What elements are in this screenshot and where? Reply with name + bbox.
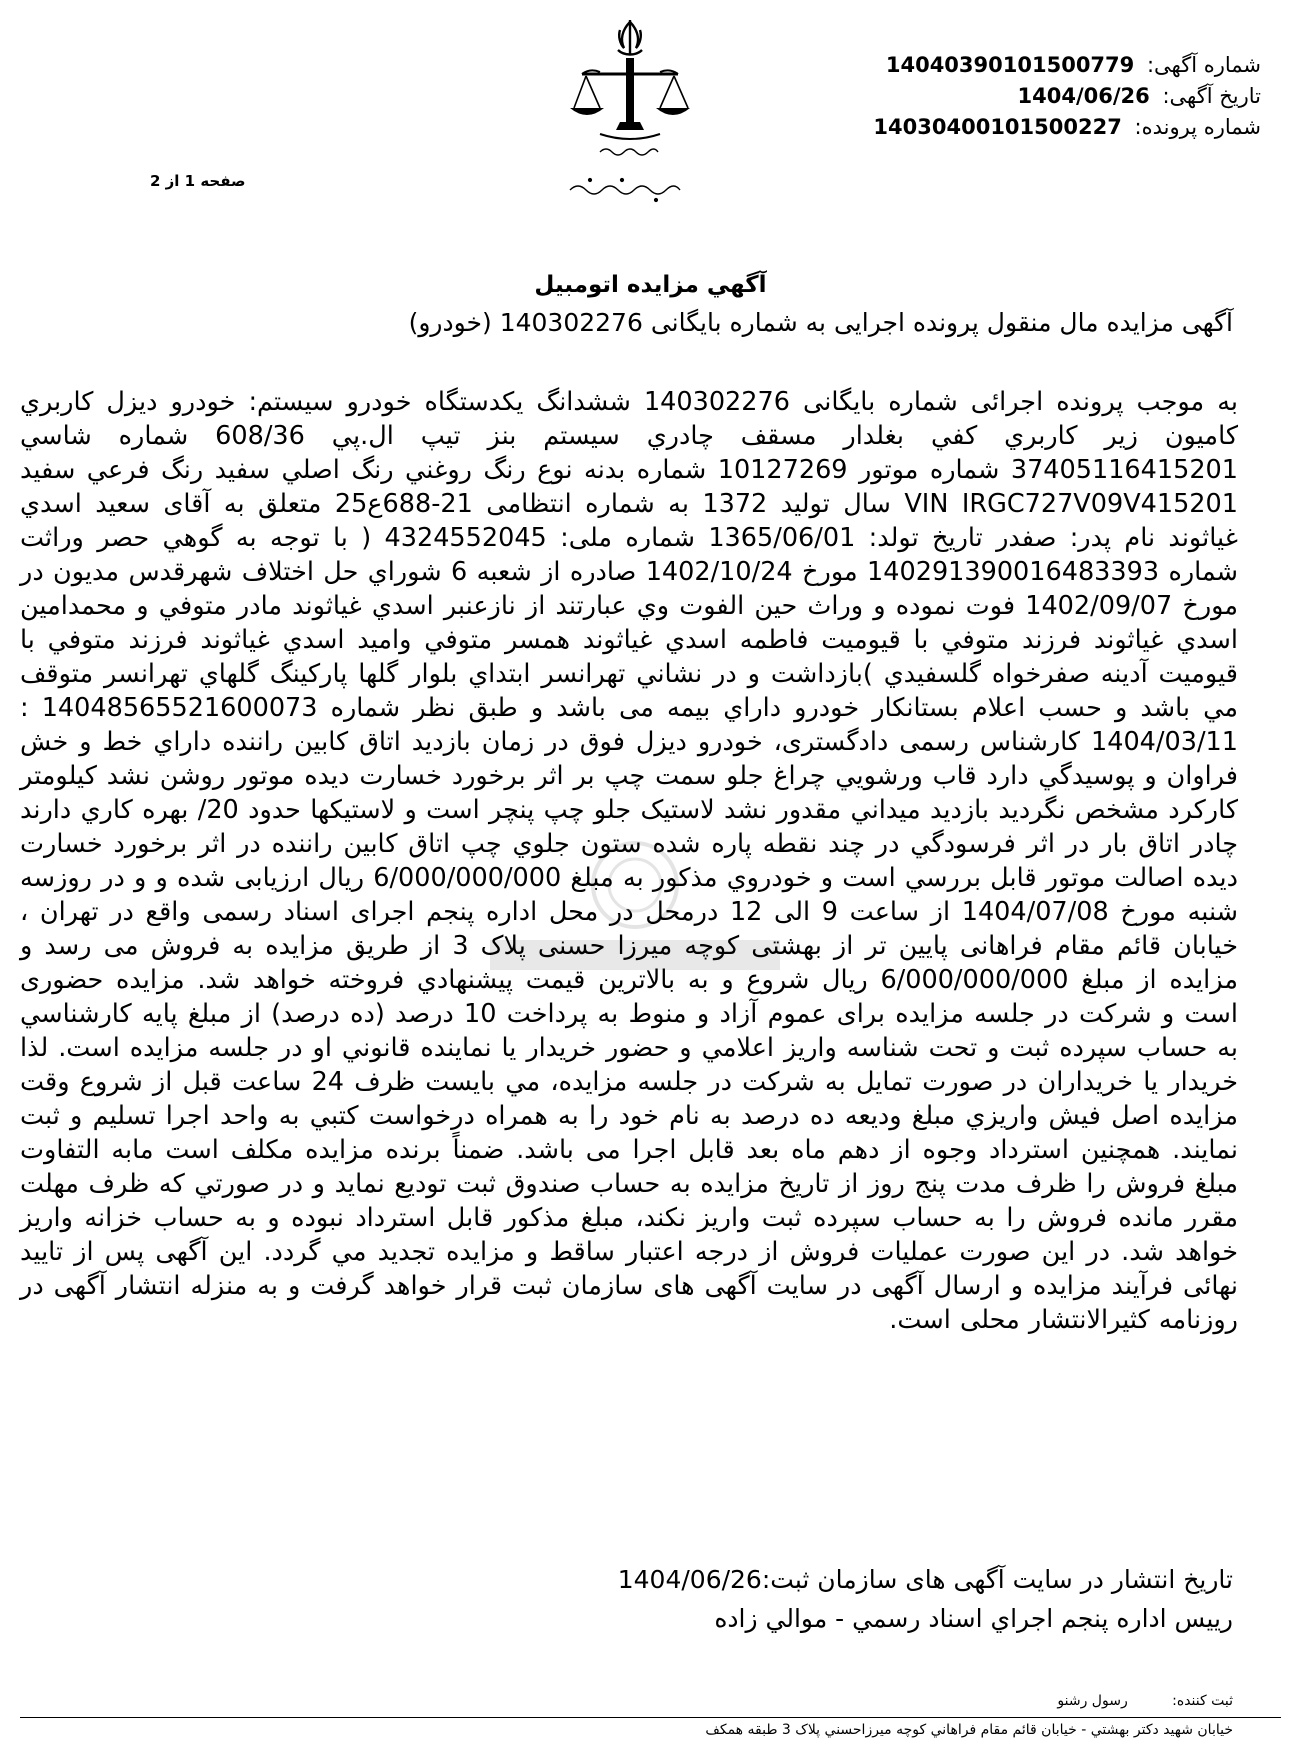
publication-date-line: تاريخ انتشار در سايت آگهی های سازمان ثبت:1404/06/26 (617, 1565, 1233, 1594)
ad-number-label: شماره آگهی: (1146, 53, 1261, 77)
ad-date-label: تاریخ آگهی: (1162, 84, 1261, 108)
document-subtitle: آگهی مزایده مال منقول پرونده اجرایی به شماره بایگانی 140302276 (خودرو) (408, 308, 1233, 337)
ad-number-value: 14040390101500779 (885, 53, 1135, 77)
ad-date-value: 1404/06/26 (1017, 84, 1150, 108)
ad-date-row (741, 81, 1261, 112)
case-number-label: شماره پرونده: (1134, 115, 1261, 139)
body-paragraph: به موجب پرونده اجرائی شماره بایگانی 140302276 ششدانگ یکدستگاه خودرو سیستم: خودرو دیزل کاربري کاميون زير کاربري کفي بغلدار مسقف چادري سيستم بنز تيپ ال.پي 608/36 شماره شاسي 37405116415201 شماره موتور 10127269 شماره بدنه نوع رنگ روغني رنگ اصلي سفيد رنگ فرعي سفيد VIN IRGC727V09V415201 سال توليد 1372 به شماره انتظامی 21-688ع25 متعلق به آقای سعيد اسدي غياثوند نام پدر: صفدر تاریخ تولد: 1365/06/01 شماره ملی: 4324552045 ( با توجه به گوهي حصر وراثت شماره 140291390016483393 مورخ 1402/10/24 صادره از شعبه 6 شوراي حل اختلاف شهرقدس مديون در مورخ 1402/09/07 فوت نموده و وراث حين الفوت وي عبارتند از نازعنبر اسدي غياثوند مادر متوفي و محمدامين اسدي غياثوند فرزند متوفي با قيوميت فاطمه اسدي غياثوند همسر متوفي واميد اسدي غياثوند فرزند متوفي با قيوميت آدينه صفرخواه گلسفيدي )بازداشت و در نشاني تهرانسر ابتداي بلوار گلها پارکينگ گلهاي تهرانسر متوقف مي باشد و حسب اعلام بستانکار خودرو داراي بيمه می باشد و طبق نظر شماره 14048565521600073 : 1404/03/11 کارشناس رسمی دادگستری، خودرو ديزل فوق در زمان بازديد اتاق کابين راننده داراي خط و خش فراوان و پوسيدگي دارد قاب ورشويي چراغ جلو سمت چپ بر اثر برخورد خسارت ديده موتور روشن نشد کيلومتر کارکرد مشخص نگرديد بازديد ميداني مقدور نشد لاستيک جلو چپ پنچر است و لاستيکها حدود 20/ بهره کاري دارند چادر اتاق بار در اثر فرسودگي در چند نقطه پاره شده ستون جلوي چپ اتاق کابين راننده در اثر برخورد خسارت ديده اصالت موتور قابل بررسي است و خودروي مذکور به مبلغ 6/000/000/000 ريال ارزيابی شده و و در روزسه شنبه مورخ 1404/07/08 از ساعت 9 الی 12 درمحل در محل اداره پنجم اجرای اسناد رسمی واقع در تهران ، خیابان قائم مقام فراهانی پایین تر از بهشتی کوچه میرزا حسنی پلاک 3 از طریق مزایده به فروش می رسد و مزایده از مبلغ 6/000/000/000 ريال شروع و به بالاترين قيمت پيشنهادي فروخته خواهد شد. مزایده حضوری است و شرکت در جلسه مزایده برای عموم آزاد و منوط به پرداخت 10 درصد (ده درصد) از مبلغ پايه کارشناسي به حساب سپرده ثبت و تحت شناسه واريز اعلامي و حضور خريدار يا نماينده قانوني او در جلسه مزايده است. لذا خريدار يا خريداران در صورت تمايل به شرکت در جلسه مزايده، مي بايست ظرف 24 ساعت قبل از شروع وقت مزايده اصل فيش واريزي مبلغ وديعه ده درصد به نام خود را به همراه درخواست کتبي به واحد اجرا تسليم و ثبت نمايند. همچنين استرداد وجوه از دهم ماه بعد قابل اجرا می باشد. ضمناً برنده مزايده مکلف است مابه التفاوت مبلغ فروش را ظرف مدت پنج روز از تاريخ مزايده به حساب صندوق ثبت توديع نمايد و در صورتي که ظرف مهلت مقرر مانده فروش را به حساب سپرده ثبت واريز نکند، مبلغ مذکور قابل استرداد نبوده و به حساب خزانه واريز خواهد شد. در اين صورت عمليات فروش از درجه اعتبار ساقط و مزايده تجديد مي گردد. اين آگهی پس از تاييد نهائی فرآيند مزايده و ارسال آگهی در سايت آگهی های سازمان ثبت قرار خواهد گرفت و به منزله انتشار آگهی در روزنامه کثيرالانتشار محلی است. (20, 387, 1239, 1335)
footer-divider (20, 1717, 1281, 1718)
footer-address: خيابان شهيد دکتر بهشتي - خيابان قائم مقام فراهاني کوچه ميرزاحسني پلاک 3 طبقه همکف (705, 1722, 1233, 1738)
registrar-label: ثبت کننده: (1172, 1693, 1233, 1709)
ad-number-row (741, 50, 1261, 81)
judiciary-emblem-icon (560, 14, 700, 214)
page-indicator: صفحه 1 از 2 (150, 172, 246, 190)
case-number-value: 14030400101500227 (873, 115, 1122, 139)
registrar-name: رسول رشنو (1057, 1693, 1128, 1709)
case-number-row (741, 112, 1261, 143)
signature-line: رييس اداره پنجم اجراي اسناد رسمي - موالي زاده (714, 1604, 1233, 1633)
header-meta (741, 50, 1261, 143)
auction-notice-body (20, 385, 1238, 1337)
footer-registrar (1057, 1693, 1233, 1709)
document-title: آگهي مزايده اتومبيل (534, 272, 767, 298)
